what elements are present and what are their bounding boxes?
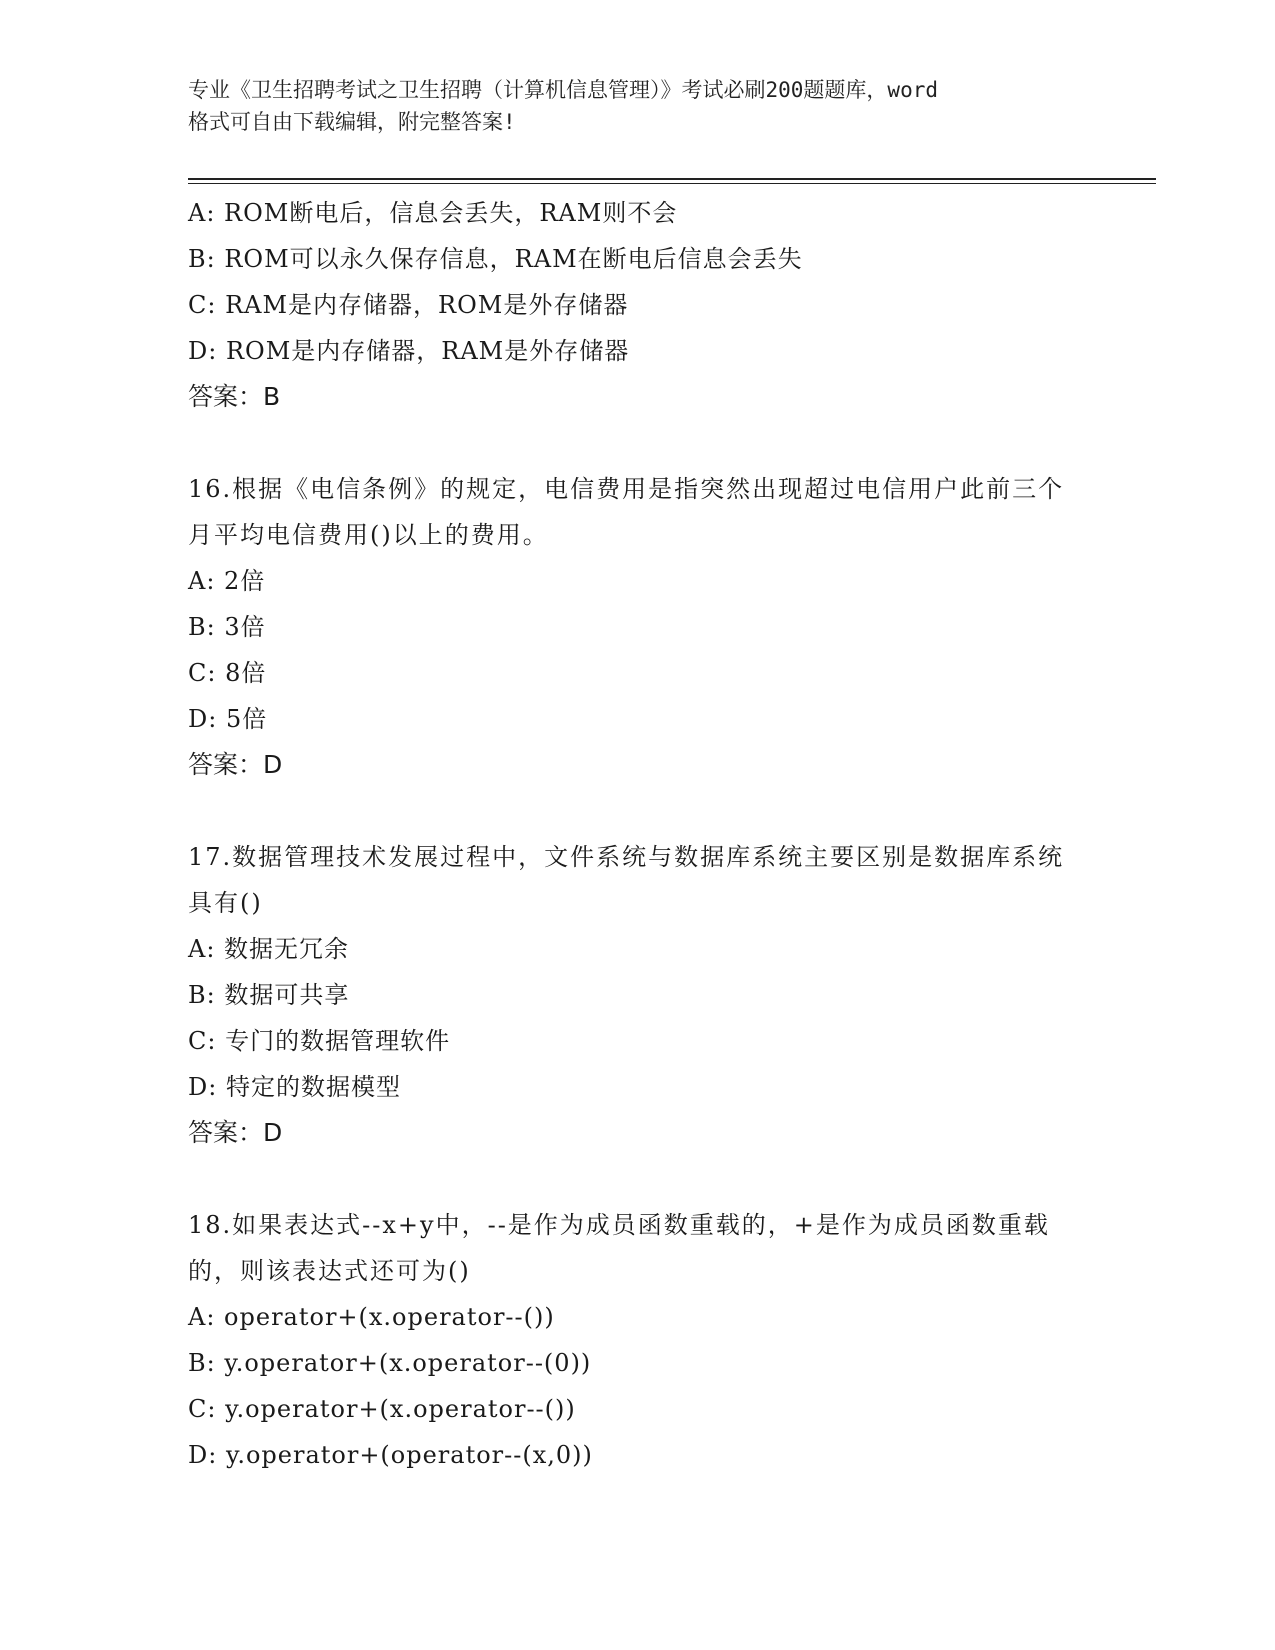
question-18 (188, 1202, 1088, 1478)
answer-line: 答案：D (188, 750, 283, 779)
option-a: A: 数据无冗余 (188, 935, 350, 963)
option-b: B: y.operator+(x.operator--(0)) (188, 1349, 592, 1377)
header-line-2: 格式可自由下载编辑，附完整答案! (188, 110, 516, 134)
option-d: D: 5倍 (188, 705, 268, 733)
spacer (188, 1156, 1088, 1202)
document-header (188, 74, 1088, 138)
option-a: A: 2倍 (188, 567, 266, 595)
option-c: C: 8倍 (188, 659, 267, 687)
header-divider-thick (188, 178, 1156, 180)
document-body (188, 190, 1088, 1478)
option-d: D: ROM是内存储器，RAM是外存储器 (188, 337, 630, 365)
header-divider-thin (188, 183, 1156, 184)
spacer (188, 420, 1088, 466)
question-text: 17.数据管理技术发展过程中，文件系统与数据库系统主要区别是数据库系统具有() (188, 843, 1065, 917)
question-16 (188, 466, 1088, 788)
option-a: A: ROM断电后，信息会丢失，RAM则不会 (188, 199, 678, 227)
question-15-continued (188, 190, 1088, 420)
option-b: B: ROM可以永久保存信息，RAM在断电后信息会丢失 (188, 245, 803, 273)
option-d: D: 特定的数据模型 (188, 1073, 401, 1101)
question-text: 16.根据《电信条例》的规定，电信费用是指突然出现超过电信用户此前三个月平均电信费用()以上的费用。 (188, 475, 1065, 549)
option-b: B: 3倍 (188, 613, 266, 641)
option-d: D: y.operator+(operator--(x,0)) (188, 1441, 593, 1469)
spacer (188, 788, 1088, 834)
option-c: C: 专门的数据管理软件 (188, 1027, 451, 1055)
option-a: A: operator+(x.operator--()) (188, 1303, 555, 1331)
question-text: 18.如果表达式--x+y中，--是作为成员函数重载的，+是作为成员函数重载的，则该表达式还可为() (188, 1211, 1050, 1285)
header-line-1: 专业《卫生招聘考试之卫生招聘（计算机信息管理）》考试必刷200题题库，word (188, 78, 938, 102)
question-17 (188, 834, 1088, 1156)
answer-line: 答案：B (188, 382, 281, 411)
option-c: C: RAM是内存储器，ROM是外存储器 (188, 291, 629, 319)
option-b: B: 数据可共享 (188, 981, 350, 1009)
option-c: C: y.operator+(x.operator--()) (188, 1395, 576, 1423)
answer-line: 答案：D (188, 1118, 283, 1147)
